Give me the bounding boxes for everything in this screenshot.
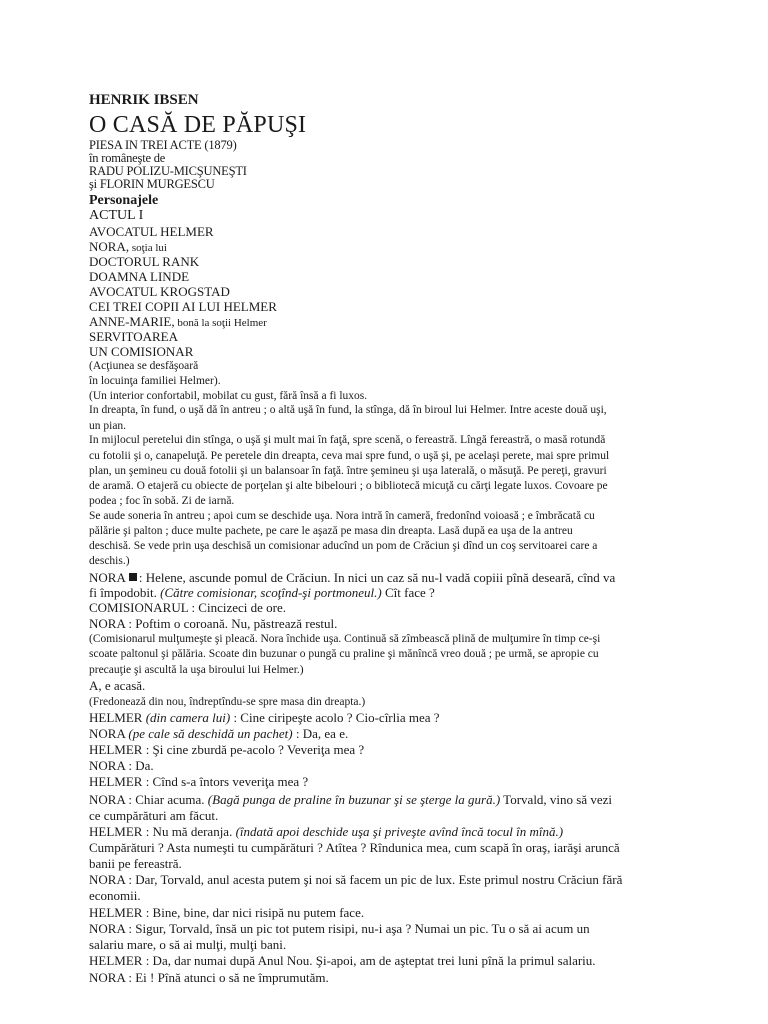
character-entry: UN COMISIONAR [89, 344, 194, 359]
stage-direction: plan, un şemineu cu două fotolii şi un balansoar în faţă. între şemineu şi uşa laterală, o măsuţă. Pe pereţi, gravuri [89, 465, 607, 477]
character-entry: DOCTORUL RANK [89, 254, 200, 269]
dialogue-line: NORA : Dar, Torvald, anul acesta putem şi noi să facem un pic de lux. Este primul nostru Crăciun fără [89, 872, 623, 887]
dialogue-line: NORA : Poftim o coroană. Nu, păstrează restul. [89, 616, 338, 631]
dialogue-line: NORA : Chiar acuma. (Bagă punga de praline în buzunar şi se şterge la gură.) Torvald, vino să vezi [89, 792, 613, 807]
play-subtitle: PIESA IN TREI ACTE (1879) [89, 138, 237, 152]
character-entry: CEI TREI COPII AI LUI HELMER [89, 299, 277, 314]
character-entry: DOAMNA LINDE [89, 269, 190, 284]
stage-direction: (Comisionarul mulţumeşte şi pleacă. Nora închide uşa. Continuă să zîmbească plină de mulţumire în timp ce-şi [89, 633, 601, 645]
character-entry: AVOCATUL HELMER [89, 224, 214, 239]
stage-direction: deschis.) [89, 555, 130, 567]
stage-direction: un pian. [89, 420, 127, 432]
stage-direction: (Un interior confortabil, mobilat cu gust, fără însă a fi luxos. [89, 390, 368, 402]
stage-direction: scoate paltonul şi pălăria. Scoate din buzunar o pungă cu praline şi mănîncă vreo două ; pe urmă, se apropie cu [89, 648, 599, 660]
character-entry: AVOCATUL KROGSTAD [89, 284, 230, 299]
stage-direction: In mijlocul peretelui din stînga, o uşă şi mult mai în faţă, spre scenă, o fereastră. Lîngă fereastră, o masă rotundă [89, 434, 606, 446]
dialogue-line: Cumpărături ? Asta numeşti tu cumpărături ? Atîtea ? Rîndunica mea, cum scapă în oraş, iarăşi aruncă [89, 840, 620, 855]
dialogue-line: HELMER : Bine, bine, dar nici risipă nu putem face. [89, 905, 365, 920]
page-bottom-edge [0, 988, 768, 1010]
dialogue-line: COMISIONARUL : Cincizeci de ore. [89, 600, 287, 615]
dialogue-line: economii. [89, 888, 141, 903]
page-bottom-strip [0, 990, 768, 1008]
dialogue-line: A, e acasă. [89, 678, 146, 693]
dialogue-line: NORA (pe cale să deschidă un pachet) : Da, ea e. [89, 726, 349, 741]
translation-note: în româneşte de [89, 151, 166, 165]
dialogue-line: NORA : Ei ! Pînă atunci o să ne împrumutăm. [89, 970, 329, 985]
stage-direction: In dreapta, în fund, o uşă dă în antreu ; o altă uşă în fund, la stînga, dă în biroul lui Helmer. Intre aceste două uşi, [89, 404, 607, 416]
dialogue-line: HELMER : Şi cine zburdă pe-acolo ? Veveriţa mea ? [89, 742, 365, 757]
dialogue-line: NORA : Sigur, Torvald, însă un pic tot putem risipi, nu-i aşa ? Numai un pic. Tu o să ai acum un [89, 921, 590, 936]
character-entry: NORA, soţia lui [89, 239, 167, 254]
play-title: O CASĂ DE PĂPUŞI [89, 112, 307, 138]
stage-direction: cu fotolii şi o, canapeluţă. Pe peretele din dreapta, ceva mai spre fund, o uşă şi, pe acelaşi perete, mai spre primul [89, 450, 610, 462]
stage-direction: precauţie şi ascultă la uşa biroului lui Helmer.) [89, 664, 304, 676]
act-heading: ACTUL I [89, 208, 144, 223]
character-entry: SERVITOAREA [89, 329, 179, 344]
dialogue-line: ce cumpărături am făcut. [89, 808, 219, 823]
translator-1: RADU POLIZU-MICŞUNEŞTI [89, 164, 247, 178]
stage-direction: Se aude soneria în antreu ; apoi cum se deschide uşa. Nora intră în cameră, fredonînd voioasă ; e îmbrăcată cu [89, 510, 595, 522]
dialogue-line: HELMER : Cînd s-a întors veveriţa mea ? [89, 774, 309, 789]
dialogue-line: HELMER : Da, dar numai după Anul Nou. Şi-apoi, am de aşteptat trei luni pînă la primul salariu. [89, 953, 596, 968]
stage-direction: (Fredonează din nou, îndreptîndu-se spre masa din dreapta.) [89, 696, 366, 708]
dialogue-line: banii pe fereastră. [89, 856, 182, 871]
stage-direction: pălărie şi palton ; duce multe pachete, pe care le aşază pe masa din dreapta. Lasă după ea uşa de la antreu [89, 525, 573, 537]
translator-2: şi FLORIN MURGESCU [89, 177, 215, 191]
setting-line: (Acţiunea se desfăşoară [89, 360, 199, 372]
dialogue-line: HELMER (din camera lui) : Cine ciripeşte acolo ? Cio-cîrlia mea ? [89, 710, 440, 725]
stage-direction: deschisă. Se vede prin uşa deschisă un comisionar aducînd un pom de Crăciun şi dînd un coş servitoarei care a [89, 540, 598, 552]
dialogue-line: NORA : Da. [89, 758, 154, 773]
stage-direction: de aramă. O etajeră cu obiecte de porţelan şi alte bibelouri ; o bibliotecă micuţă cu cărţi legate luxos. Covoare pe [89, 480, 608, 492]
dialogue-line: salariu mare, o să ai mulţi, mulţi bani. [89, 937, 287, 952]
dialogue-line: HELMER : Nu mă deranja. (îndată apoi deschide uşa şi priveşte avînd încă tocul în mînă.) [89, 824, 564, 839]
stage-direction: podea ; foc în sobă. Zi de iarnă. [89, 495, 235, 507]
dialogue-line: NORA : Helene, ascunde pomul de Crăciun. In nici un caz să nu-l vadă copiii pînă deseară, cînd va [89, 570, 616, 585]
personaje-heading: Personajele [89, 193, 159, 208]
setting-line: în locuinţa familiei Helmer). [89, 375, 221, 387]
dialogue-line: fi împodobit. (Către comisionar, scoţînd-şi portmoneul.) Cît face ? [89, 585, 435, 600]
square-bullet-icon [129, 573, 137, 581]
character-entry: ANNE-MARIE, bonă la soţii Helmer [89, 314, 267, 329]
author-name: HENRIK IBSEN [89, 92, 199, 108]
